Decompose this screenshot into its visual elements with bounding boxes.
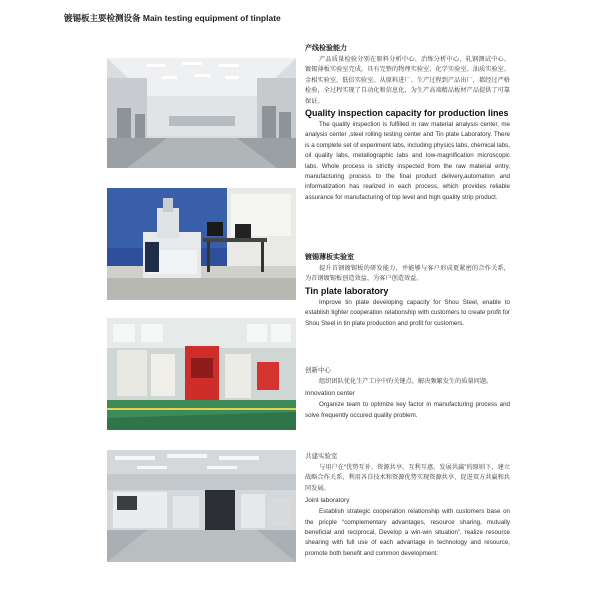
joint-paragraph-en: Establish strategic cooperation relationship with customers base on the pricple “complementary advantages, resource sharing, mutually beneficial and reciprocal, Develop a win-win situation”, realize resource shearing with full use of each advantage in technology and resource, promote both benefit and common development. <box>305 508 510 557</box>
innovation-section <box>305 366 510 421</box>
page-title: 镀锡板主要检测设备 Main testing equipment of tinplate <box>64 13 281 23</box>
tinplate-lab-heading-cn: 镀锡薄板实验室 <box>305 254 354 261</box>
joint-heading-cn: 共建实验室 <box>305 453 338 460</box>
innovation-heading-cn: 创新中心 <box>305 367 331 374</box>
tinplate-lab-heading-en: Tin plate laboratory <box>305 285 389 296</box>
quality-heading-en: Quality inspection capacity for production lines <box>305 108 509 119</box>
innovation-paragraph-cn: 组织团队优化生产工序中的关键点、解决频繁发生的质量问题。 <box>319 378 493 385</box>
tinplate-lab-paragraph-cn: 提升首钢镀锡板的研发能力，并能够与客户形成更紧密的合作关系，为首钢镀锡板创造效益、为客户创造效益。 <box>305 265 510 283</box>
joint-heading-en: Joint laboratory <box>305 497 350 505</box>
tinplate-lab-section <box>305 253 510 329</box>
innovation-paragraph-en: Organize team to optimize key factor in manufacturing process and solve frequently occured quality problem. <box>305 401 510 419</box>
tinplate-laboratory-photo <box>107 318 296 430</box>
quality-heading-cn: 产线检验能力 <box>305 45 347 52</box>
tinplate-lab-paragraph-en: Improve tin plate developing capacity for Shou Steel, enable to establish tighter cooperation relationship with customers to create profit for Shou Steel in tin plate production and profit for customers. <box>305 298 510 327</box>
joint-paragraph-cn: 与用户在“优势互补、资源共享、互利互惠、发展共赢”的原则下，建立战略合作关系，利用各自技术和资源优势实现资源共享，促进双方共赢和共同发展。 <box>305 464 510 492</box>
joint-laboratory-photo <box>107 450 296 562</box>
quality-inspection-lab-photo <box>107 58 296 168</box>
quality-inspection-section <box>305 44 510 203</box>
electron-microscope-photo <box>107 188 296 300</box>
quality-paragraph-cn: 产品质量检验分别在原料分析中心、冶炼分析中心、轧钢测试中心、镀锡薄板实验室完成，具有完整的物理实验室、化学实验室、油质实验室、金相实验室、低倍实验室。从原料进厂、生产过程到产品出厂，都经过严格检验，全过程实现了自动化和信息化，为生产高端精品板材产品提供了可靠保证。 <box>305 56 510 105</box>
joint-lab-section <box>305 452 510 559</box>
quality-paragraph-en: The quality inspection is fulfilled in raw material analysis center, me analysis center ,steel rolling testing center and Tin plate Laboratory. There is a complete set of experiment labs, including physics labs, chemical labs, oil quality labs, metallographic labs and low-magnification microscopic labs. Whole process is strictly inspected from the raw material entry, manufacturing process to the final product delivery,automation and informatization has realized in each process, which provides reliable assurance for manufacturing of top level and high quality strip product. <box>305 121 510 201</box>
innovation-heading-en: Innovation center <box>305 390 355 398</box>
